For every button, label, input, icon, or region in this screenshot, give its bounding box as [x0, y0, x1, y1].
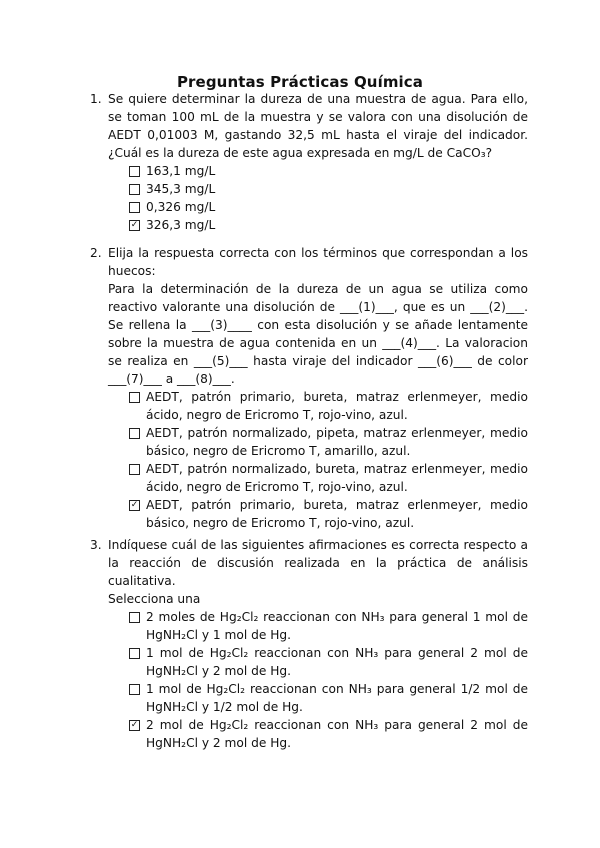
question-subtext: Para la determinación de la dureza de un agua se utiliza como reactivo valorante una disolución de ___(1)___, que es un ___(2)___. Se rellena la ___(3)____ con esta disolución y se añade lentamente sobre la muestra de agua contenida en un ___(4)___. La valoracion se realiza en ___(5)___ hasta viraje del indicador ___(6)___ de color ___(7)___ a ___(8)___. [108, 282, 528, 386]
option-label: 163,1 mg/L [146, 164, 216, 178]
option-item[interactable] [128, 460, 528, 496]
page-title: Preguntas Prácticas Química [176, 73, 424, 91]
options-list [128, 388, 528, 532]
question-1 [90, 90, 528, 234]
checkbox[interactable] [129, 648, 140, 659]
question-number: 2. [90, 246, 102, 260]
option-item[interactable] [128, 216, 528, 234]
checkbox[interactable] [129, 612, 140, 623]
question-number: 1. [90, 92, 102, 106]
question-number: 3. [90, 538, 102, 552]
checkbox[interactable] [129, 500, 140, 511]
option-item[interactable] [128, 680, 528, 716]
option-item[interactable] [128, 716, 528, 752]
option-item[interactable] [128, 424, 528, 460]
option-item[interactable] [128, 388, 528, 424]
question-text: Indíquese cuál de las siguientes afirmaciones es correcta respecto a la reacción de discusión realizada en la práctica de análisis cualitativa. [108, 538, 528, 588]
checkbox[interactable] [129, 428, 140, 439]
option-item[interactable] [128, 644, 528, 680]
option-label: AEDT, patrón primario, bureta, matraz erlenmeyer, medio básico, negro de Ericromo T, rojo-vino, azul. [146, 498, 528, 530]
option-label: 1 mol de Hg₂Cl₂ reaccionan con NH₃ para general 2 mol de HgNH₂Cl y 2 mol de Hg. [146, 646, 528, 678]
checkbox[interactable] [129, 720, 140, 731]
question-2 [90, 244, 528, 532]
option-item[interactable] [128, 180, 528, 198]
option-item[interactable] [128, 198, 528, 216]
option-label: AEDT, patrón normalizado, bureta, matraz erlenmeyer, medio ácido, negro de Ericromo T, rojo-vino, azul. [146, 462, 528, 494]
checkbox[interactable] [129, 202, 140, 213]
checkbox[interactable] [129, 166, 140, 177]
option-label: 345,3 mg/L [146, 182, 216, 196]
option-label: AEDT, patrón normalizado, pipeta, matraz erlenmeyer, medio básico, negro de Ericromo T, amarillo, azul. [146, 426, 528, 458]
question-subtext: Selecciona una [108, 592, 201, 606]
option-item[interactable] [128, 162, 528, 180]
option-label: 1 mol de Hg₂Cl₂ reaccionan con NH₃ para general 1/2 mol de HgNH₂Cl y 1/2 mol de Hg. [146, 682, 528, 714]
question-3 [90, 536, 528, 752]
checkbox[interactable] [129, 184, 140, 195]
option-label: 2 moles de Hg₂Cl₂ reaccionan con NH₃ para general 1 mol de HgNH₂Cl y 1 mol de Hg. [146, 610, 528, 642]
option-label: 0,326 mg/L [146, 200, 216, 214]
checkbox[interactable] [129, 684, 140, 695]
options-list [128, 162, 528, 234]
question-text: Elija la respuesta correcta con los términos que correspondan a los huecos: [108, 246, 528, 278]
option-item[interactable] [128, 496, 528, 532]
options-list [128, 608, 528, 752]
checkbox[interactable] [129, 392, 140, 403]
option-label: 326,3 mg/L [146, 218, 216, 232]
option-label: 2 mol de Hg₂Cl₂ reaccionan con NH₃ para general 2 mol de HgNH₂Cl y 2 mol de Hg. [146, 718, 528, 750]
checkbox[interactable] [129, 220, 140, 231]
option-item[interactable] [128, 608, 528, 644]
checkbox[interactable] [129, 464, 140, 475]
question-text: Se quiere determinar la dureza de una muestra de agua. Para ello, se toman 100 mL de la muestra y se valora con una disolución de AEDT 0,01003 M, gastando 32,5 mL hasta el viraje del indicador. ¿Cuál es la dureza de este agua expresada en mg/L de CaCO₃? [108, 92, 528, 160]
option-label: AEDT, patrón primario, bureta, matraz erlenmeyer, medio ácido, negro de Ericromo T, rojo-vino, azul. [146, 390, 528, 422]
